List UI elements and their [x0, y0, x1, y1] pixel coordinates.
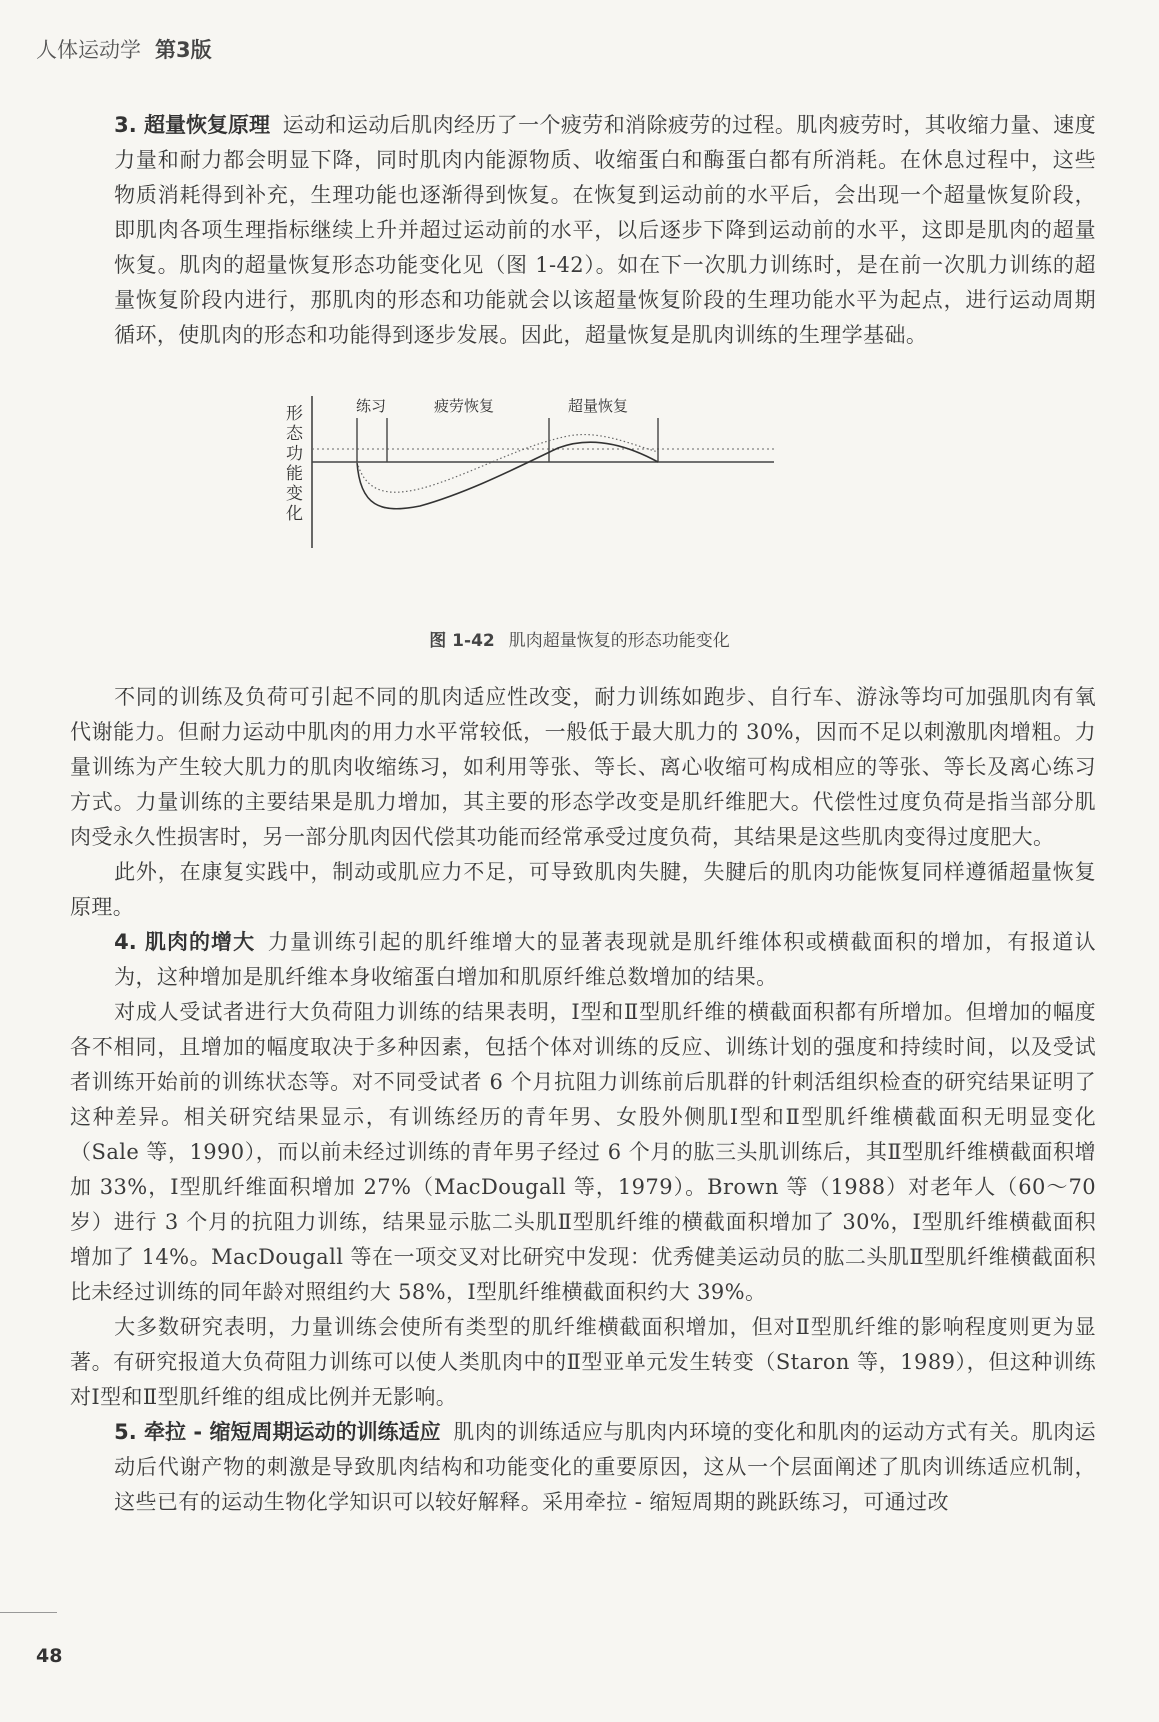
section-4-paragraph — [70, 925, 1096, 995]
section-5-paragraph — [70, 1415, 1096, 1520]
section-5-title: 5. 牵拉 - 缩短周期运动的训练适应 — [114, 1420, 441, 1444]
book-title: 人体运动学 — [36, 38, 141, 62]
book-edition: 第3版 — [155, 38, 212, 62]
phase-label-fatigue-recovery: 疲劳恢复 — [434, 397, 495, 416]
phase-label-practice: 练习 — [356, 397, 387, 416]
section-4-title: 4. 肌肉的增大 — [114, 930, 256, 954]
running-header — [36, 34, 212, 64]
section-3-body: 运动和运动后肌肉经历了一个疲劳和消除疲劳的过程。肌肉疲劳时，其收缩力量、速度力量和耐力都会明显下降，同时肌肉内能源物质、收缩蛋白和酶蛋白都有所消耗。在休息过程中，这些物质消耗得到补充，生理功能也逐渐得到恢复。在恢复到运动前的水平后，会出现一个超量恢复阶段，即肌肉各项生理指标继续上升并超过运动前的水平，以后逐步下降到运动前的水平，这即是肌肉的超量恢复。肌肉的超量恢复形态功能变化见（图 1-42）。如在下一次肌力训练时，是在前一次肌力训练的超量恢复阶段内进行，那肌肉的形态和功能就会以该超量恢复阶段的生理功能水平为起点，进行运动周期循环，使肌肉的形态和功能得到逐步发展。因此，超量恢复是肌肉训练的生理学基础。 — [114, 113, 1096, 347]
paragraph-training-loads: 不同的训练及负荷可引起不同的肌肉适应性改变，耐力训练如跑步、自行车、游泳等均可加强肌肉有氧代谢能力。但耐力运动中肌肉的用力水平常较低，一般低于最大肌力的 30%，因而不足以刺激肌肉增粗。力量训练为产生较大肌力的肌肉收缩练习，如利用等张、等长、离心收缩可构成相应的等张、等长及离心练习方式。力量训练的主要结果是肌力增加，其主要的形态学改变是肌纤维肥大。代偿性过度负荷是指当部分肌肉受永久性损害时，另一部分肌肉因代偿其功能而经常承受过度负荷，其结果是这些肌肉变得过度肥大。 — [70, 685, 1096, 849]
phase-label-supercompensation: 超量恢复 — [568, 397, 629, 416]
section-3-title: 3. 超量恢复原理 — [114, 113, 271, 137]
section-3-paragraph — [70, 108, 1096, 353]
page-number: 48 — [36, 1645, 63, 1667]
footer-rule — [0, 1612, 57, 1613]
recovery-curve-dotted — [357, 435, 658, 493]
figure-number: 图 1-42 — [429, 631, 495, 651]
section-4-body: 力量训练引起的肌纤维增大的显著表现就是肌纤维体积或横截面积的增加，有报道认为，这种增加是肌纤维本身收缩蛋白增加和肌原纤维总数增加的结果。 — [114, 930, 1097, 989]
paragraph-fiber-cross-section: 对成人受试者进行大负荷阻力训练的结果表明，Ⅰ型和Ⅱ型肌纤维的横截面积都有所增加。但增加的幅度各不相同，且增加的幅度取决于多种因素，包括个体对训练的反应、训练计划的强度和持续时间，以及受试者训练开始前的训练状态等。对不同受试者 6 个月抗阻力训练前后肌群的针刺活组织检查的研究结果证明了这种差异。相关研究结果显示，有训练经历的青年男、女股外侧肌Ⅰ型和Ⅱ型肌纤维横截面积无明显变化（Sale 等，1990），而以前未经过训练的青年男子经过 6 个月的肱三头肌训练后，其Ⅱ型肌纤维横截面积增加 33%，Ⅰ型肌纤维面积增加 27%（MacDougall 等，1979）。Brown 等（1988）对老年人（60～70 岁）进行 3 个月的抗阻力训练，结果显示肱二头肌Ⅱ型肌纤维的横截面积增加了 30%，Ⅰ型肌纤维横截面积增加了 14%。MacDougall 等在一项交叉对比研究中发现：优秀健美运动员的肱二头肌Ⅱ型肌纤维横截面积比未经过训练的同年龄对照组约大 58%，Ⅰ型肌纤维横截面积约大 39%。 — [70, 1000, 1096, 1304]
recovery-curve-solid — [357, 442, 658, 508]
supercompensation-figure — [282, 396, 870, 616]
text-block-bottom — [70, 680, 1096, 1520]
figure-caption — [0, 626, 1159, 651]
section-5-body: 肌肉的训练适应与肌肉内环境的变化和肌肉的运动方式有关。肌肉运动后代谢产物的刺激是导致肌肉结构和功能变化的重要原因，这从一个层面阐述了肌肉训练适应机制，这些已有的运动生物化学知识可以较好解释。采用牵拉 - 缩短周期的跳跃练习，可通过改 — [114, 1420, 1096, 1514]
paragraph-type2-effects: 大多数研究表明，力量训练会使所有类型的肌纤维横截面积增加，但对Ⅱ型肌纤维的影响程度则更为显著。有研究报道大负荷阻力训练可以使人类肌肉中的Ⅱ型亚单元发生转变（Staron 等，1989），但这种训练对Ⅰ型和Ⅱ型肌纤维的组成比例并无影响。 — [70, 1315, 1096, 1409]
figure-caption-text: 肌肉超量恢复的形态功能变化 — [508, 631, 730, 651]
text-block-top — [70, 108, 1096, 353]
y-axis-label: 形态功能变化 — [282, 404, 302, 524]
paragraph-rehab: 此外，在康复实践中，制动或肌应力不足，可导致肌肉失腱，失腱后的肌肉功能恢复同样遵循超量恢复原理。 — [70, 860, 1096, 919]
